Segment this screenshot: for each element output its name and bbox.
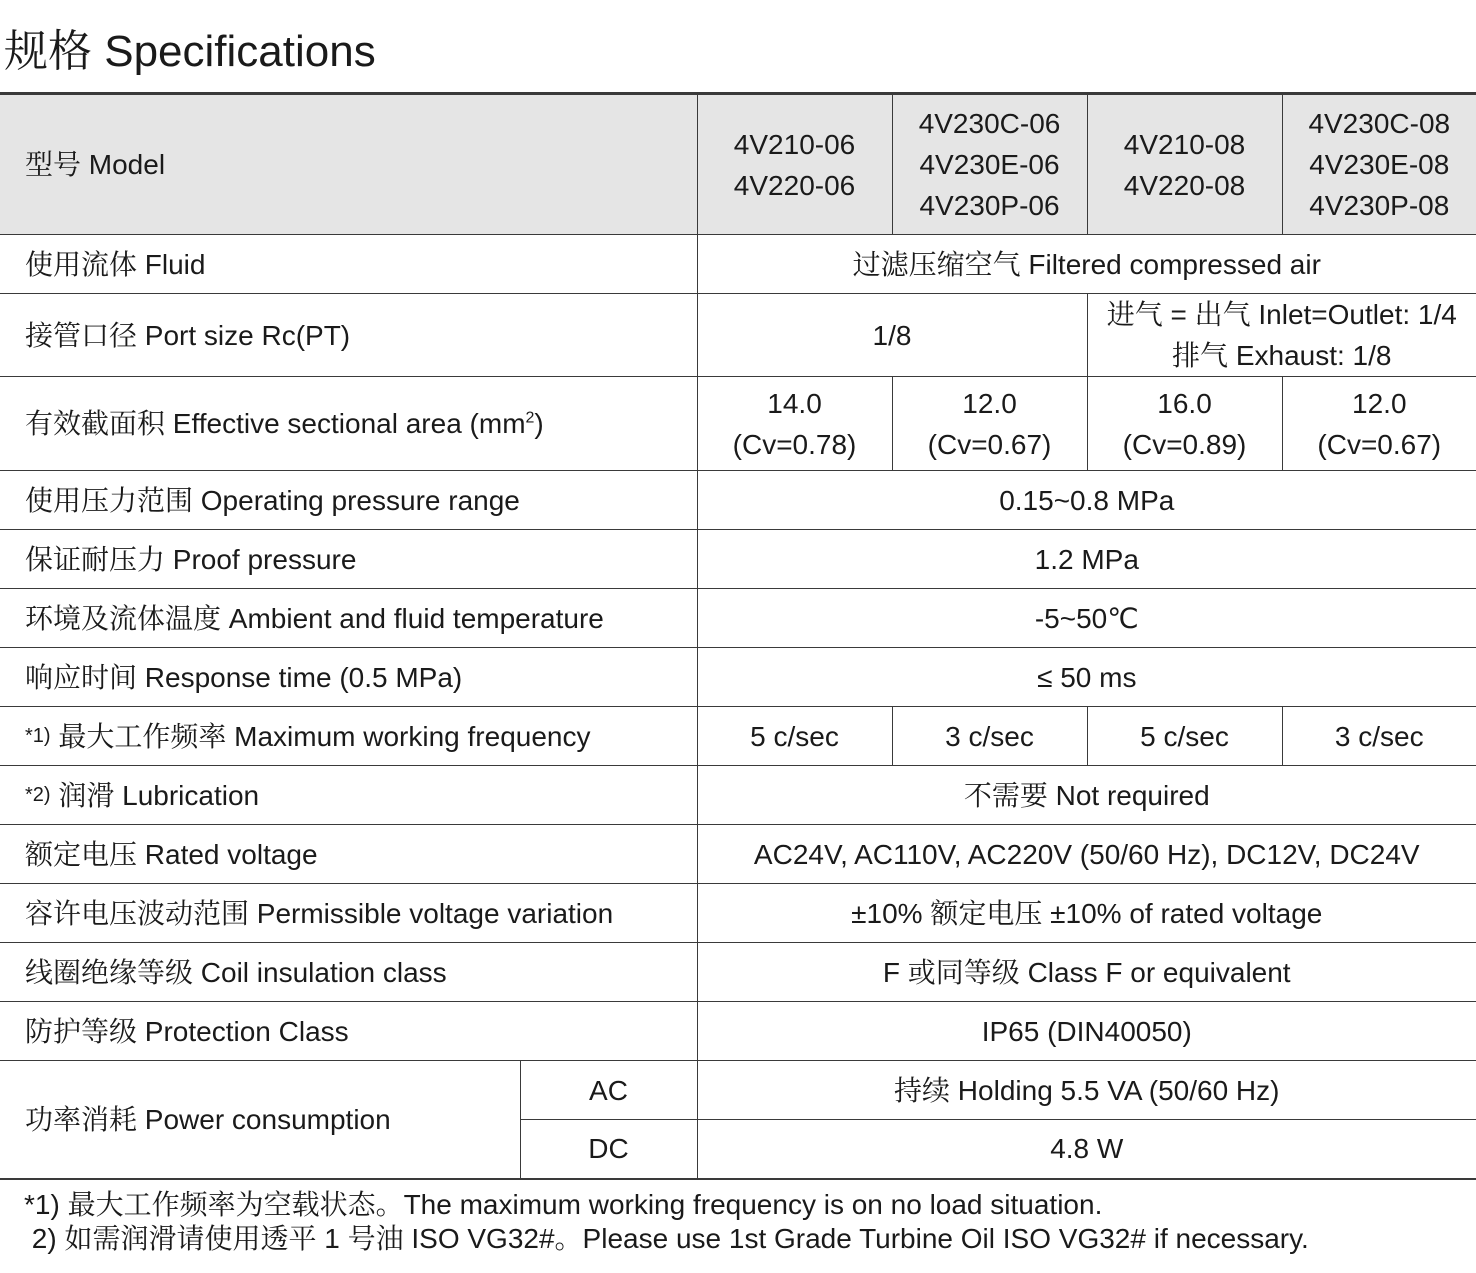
voltage-variation-label: 容许电压波动范围 Permissible voltage variation — [0, 884, 697, 943]
area-value: 14.0 — [767, 387, 822, 419]
response-time-label: 响应时间 Response time (0.5 MPa) — [0, 648, 697, 707]
proof-pressure-value: 1.2 MPa — [697, 530, 1476, 589]
frequency-value: 5 c/sec — [1087, 707, 1282, 766]
model-name: 4V230C-06 — [918, 108, 1061, 139]
frequency-row — [0, 707, 1476, 766]
coil-insulation-label: 线圈绝缘等级 Coil insulation class — [0, 943, 697, 1002]
rated-voltage-row — [0, 825, 1476, 884]
protection-class-label: 防护等级 Protection Class — [0, 1002, 697, 1061]
sectional-area-cell-1 — [697, 377, 892, 471]
cv-value: (Cv=0.67) — [1317, 428, 1442, 460]
voltage-variation-value: ±10% 额定电压 ±10% of rated voltage — [697, 884, 1476, 943]
power-dc-value: 4.8 W — [697, 1120, 1476, 1179]
port-size-value-08 — [1087, 294, 1476, 377]
sectional-area-cell-3 — [1087, 377, 1282, 471]
model-cell-3 — [1087, 94, 1282, 235]
model-name: 4V210-08 — [1123, 128, 1246, 160]
sectional-area-cell-2 — [892, 377, 1087, 471]
power-consumption-label: 功率消耗 Power consumption — [0, 1061, 520, 1179]
coil-insulation-value: F 或同等级 Class F or equivalent — [697, 943, 1476, 1002]
footnote-1: *1) 最大工作频率为空载状态。The maximum working frequency is on no load situation. — [24, 1189, 1103, 1220]
sectional-area-row — [0, 377, 1476, 471]
rated-voltage-value: AC24V, AC110V, AC220V (50/60 Hz), DC12V, DC24V — [697, 825, 1476, 884]
operating-pressure-row — [0, 471, 1476, 530]
lubrication-label-text: 润滑 Lubrication — [58, 779, 260, 811]
response-time-row — [0, 648, 1476, 707]
model-label: 型号 Model — [0, 94, 697, 235]
port-size-value-06: 1/8 — [697, 294, 1087, 377]
port-size-inlet-outlet: 进气 = 出气 Inlet=Outlet: 1/4 — [1106, 299, 1457, 330]
port-size-exhaust: 排气 Exhaust: 1/8 — [1172, 340, 1392, 371]
cv-value: (Cv=0.78) — [732, 428, 857, 460]
area-value: 16.0 — [1157, 387, 1212, 419]
lubrication-value: 不需要 Not required — [697, 766, 1476, 825]
sectional-area-label-end: ) — [534, 408, 544, 439]
model-name: 4V230P-08 — [1309, 190, 1450, 221]
footnote-mark — [25, 721, 51, 752]
footnotes — [24, 1188, 1309, 1256]
model-cell-4 — [1282, 94, 1476, 235]
area-value: 12.0 — [962, 387, 1017, 419]
power-dc-label: DC — [520, 1120, 697, 1179]
footnote-mark-text: *2) — [25, 783, 51, 806]
protection-class-value: IP65 (DIN40050) — [697, 1002, 1476, 1061]
port-size-label: 接管口径 Port size Rc(PT) — [0, 294, 697, 377]
proof-pressure-row — [0, 530, 1476, 589]
model-cell-2 — [892, 94, 1087, 235]
protection-class-row — [0, 1002, 1476, 1061]
cv-value: (Cv=0.67) — [927, 428, 1052, 460]
operating-pressure-value: 0.15~0.8 MPa — [697, 471, 1476, 530]
voltage-variation-row — [0, 884, 1476, 943]
sectional-area-label — [0, 377, 697, 471]
area-value: 12.0 — [1352, 387, 1407, 419]
model-name: 4V210-06 — [733, 128, 856, 160]
fluid-label: 使用流体 Fluid — [0, 235, 697, 294]
model-name: 4V220-08 — [1123, 169, 1246, 201]
sectional-area-label-text: 有效截面积 Effective sectional area (mm — [25, 408, 526, 439]
footnote-2: 2) 如需润滑请使用透平 1 号油 ISO VG32#。Please use 1st Grade Turbine Oil ISO VG32# if necessary. — [24, 1223, 1309, 1254]
port-size-row — [0, 294, 1476, 377]
rated-voltage-label: 额定电压 Rated voltage — [0, 825, 697, 884]
frequency-value: 5 c/sec — [697, 707, 892, 766]
power-ac-row — [0, 1061, 1476, 1120]
sectional-area-label-sup: 2 — [525, 409, 535, 427]
specifications-table — [0, 92, 1476, 1180]
lubrication-label — [0, 766, 697, 825]
footnote-mark-text: *1) — [25, 724, 51, 747]
fluid-row — [0, 235, 1476, 294]
frequency-label — [0, 707, 697, 766]
lubrication-row — [0, 766, 1476, 825]
temperature-row — [0, 589, 1476, 648]
frequency-value: 3 c/sec — [892, 707, 1087, 766]
temperature-label: 环境及流体温度 Ambient and fluid temperature — [0, 589, 697, 648]
sectional-area-cell-4 — [1282, 377, 1476, 471]
response-time-value: ≤ 50 ms — [697, 648, 1476, 707]
cv-value: (Cv=0.89) — [1122, 428, 1247, 460]
coil-insulation-row — [0, 943, 1476, 1002]
temperature-value: -5~50℃ — [697, 589, 1476, 648]
model-row — [0, 94, 1476, 235]
model-cell-1 — [697, 94, 892, 235]
operating-pressure-label: 使用压力范围 Operating pressure range — [0, 471, 697, 530]
page-title: 规格 Specifications — [4, 27, 376, 76]
frequency-value: 3 c/sec — [1282, 707, 1476, 766]
model-name: 4V220-06 — [733, 169, 856, 201]
frequency-label-text: 最大工作频率 Maximum working frequency — [58, 720, 591, 752]
model-name: 4V230C-08 — [1308, 108, 1451, 139]
model-name: 4V230P-06 — [919, 190, 1060, 221]
power-ac-label: AC — [520, 1061, 697, 1120]
model-name: 4V230E-06 — [919, 149, 1060, 180]
power-ac-value: 持续 Holding 5.5 VA (50/60 Hz) — [697, 1061, 1476, 1120]
fluid-value: 过滤压缩空气 Filtered compressed air — [697, 235, 1476, 294]
model-name: 4V230E-08 — [1309, 149, 1450, 180]
proof-pressure-label: 保证耐压力 Proof pressure — [0, 530, 697, 589]
